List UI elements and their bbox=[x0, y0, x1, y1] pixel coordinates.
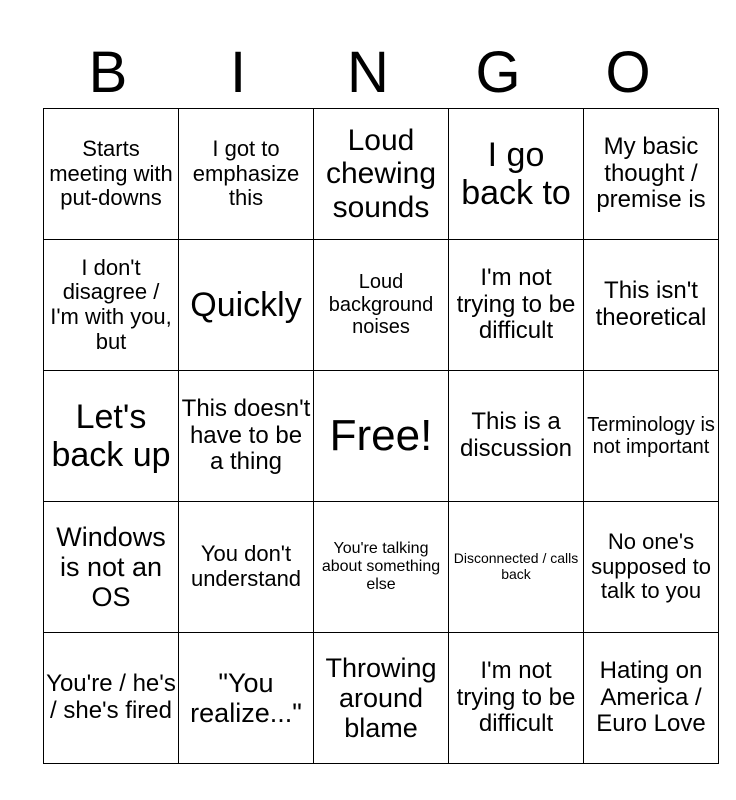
board-row bbox=[44, 633, 719, 764]
bingo-cell[interactable]: I don't disagree / I'm with you, but bbox=[44, 240, 179, 371]
bingo-cell[interactable]: This doesn't have to be a thing bbox=[179, 371, 314, 502]
bingo-cell[interactable]: Terminology is not important bbox=[584, 371, 719, 502]
bingo-header bbox=[43, 38, 693, 108]
bingo-cell[interactable]: Throwing around blame bbox=[314, 633, 449, 764]
bingo-cell[interactable]: Windows is not an OS bbox=[44, 502, 179, 633]
bingo-cell[interactable]: "You realize..." bbox=[179, 633, 314, 764]
bingo-cell[interactable]: You're talking about something else bbox=[314, 502, 449, 633]
bingo-cell[interactable]: My basic thought / premise is bbox=[584, 109, 719, 240]
bingo-cell[interactable]: Loud chewing sounds bbox=[314, 109, 449, 240]
bingo-cell[interactable]: Let's back up bbox=[44, 371, 179, 502]
free-space[interactable]: Free! bbox=[314, 371, 449, 502]
bingo-cell[interactable]: I'm not trying to be difficult bbox=[449, 240, 584, 371]
bingo-cell[interactable]: You're / he's / she's fired bbox=[44, 633, 179, 764]
bingo-cell[interactable]: Loud background noises bbox=[314, 240, 449, 371]
header-letter-g: G bbox=[475, 40, 521, 105]
board-row bbox=[44, 502, 719, 633]
bingo-cell[interactable]: Hating on America / Euro Love bbox=[584, 633, 719, 764]
bingo-cell[interactable]: This isn't theoretical bbox=[584, 240, 719, 371]
bingo-cell[interactable]: You don't understand bbox=[179, 502, 314, 633]
header-letter-n: N bbox=[347, 40, 389, 105]
bingo-cell[interactable]: I'm not trying to be difficult bbox=[449, 633, 584, 764]
bingo-cell[interactable]: This is a discussion bbox=[449, 371, 584, 502]
bingo-cell[interactable]: I go back to bbox=[449, 109, 584, 240]
board-row bbox=[44, 240, 719, 371]
bingo-board bbox=[43, 108, 719, 764]
header-letter-b: B bbox=[88, 40, 128, 105]
bingo-cell[interactable]: I got to emphasize this bbox=[179, 109, 314, 240]
board-row bbox=[44, 109, 719, 240]
bingo-cell[interactable]: Starts meeting with put-downs bbox=[44, 109, 179, 240]
header-letter-i: I bbox=[229, 40, 247, 105]
header-letter-o: O bbox=[605, 40, 651, 105]
bingo-cell[interactable]: Quickly bbox=[179, 240, 314, 371]
board-row bbox=[44, 371, 719, 502]
bingo-cell[interactable]: No one's supposed to talk to you bbox=[584, 502, 719, 633]
bingo-cell[interactable]: Disconnected / calls back bbox=[449, 502, 584, 633]
